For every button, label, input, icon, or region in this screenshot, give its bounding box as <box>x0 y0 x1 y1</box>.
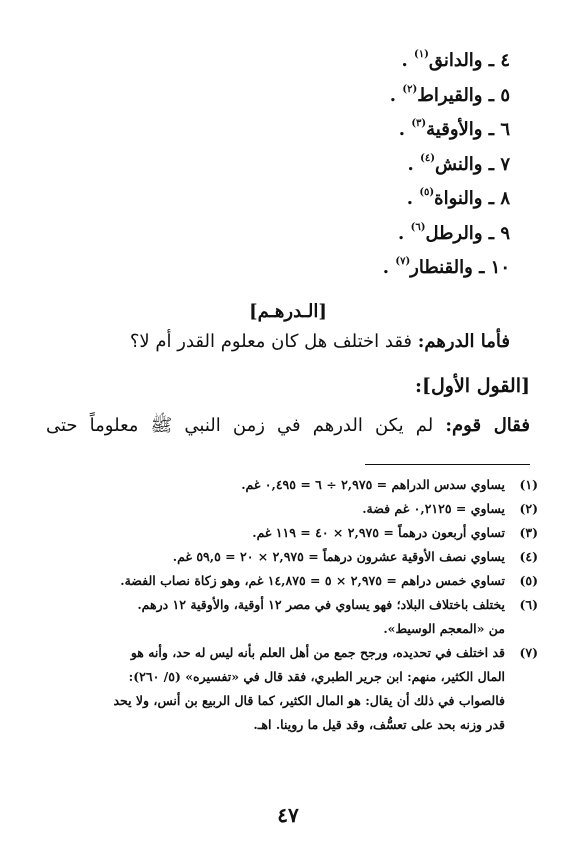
body-paragraph <box>46 414 530 440</box>
footnote-ref: (٤) <box>420 152 435 164</box>
footnote-text: يساوي = ٠,٢١٢٥ غم فضة. <box>362 501 505 516</box>
footnote-number: (١) <box>519 477 538 492</box>
subheading-first-opinion: [القول الأول]: <box>414 375 530 397</box>
list-item: ٧ ـ والنش$^{(٤)}$ . <box>407 152 510 175</box>
footnote-ref: (٧) <box>395 256 411 267</box>
list-item: ٩ ـ والرطل$^{(٦)}$ . <box>398 221 510 244</box>
footnote-text: قدر وزنه بحد على تعسُّف، وقد قيل ما روينا. اهـ. <box>253 717 505 732</box>
footnote-ref: (٦) <box>410 221 426 233</box>
footnote-text: يساوي سدس الدراهم = ٢,٩٧٥ ÷ ٦ = ٠,٤٩٥ غم. <box>241 477 505 492</box>
footnote-text: يساوي نصف الأوقية عشرون درهماً = ٢,٩٧٥ × ٢٠ = ٥٩,٥ غم. <box>172 549 505 564</box>
section-heading: [الـدرهـم] <box>249 301 327 322</box>
footnote-number: (٣) <box>519 525 538 540</box>
footnote-ref: (٢) <box>402 83 418 95</box>
footnotes <box>38 473 538 737</box>
footnote-number: (٢) <box>519 501 538 516</box>
units-list <box>210 40 510 282</box>
footnote-text: تساوي أربعون درهماً = ٢,٩٧٥ × ٤٠ = ١١٩ غم. <box>252 525 505 540</box>
footnote-ref: (٣) <box>411 118 427 129</box>
list-item: ٥ ـ والقيراط$^{(٢)}$ . <box>389 83 510 106</box>
paragraph-text: لم يكن الدرهم في زمن النبي ﷺ معلوماً حتى <box>46 415 434 436</box>
question-lead: فأما الدرهم: <box>417 331 510 352</box>
footnote-text: يختلف باختلاف البلاد؛ فهو يساوي في مصر ١٢ أوقية، والأوقية ١٢ درهم. <box>137 597 505 612</box>
page-number: ٤٧ <box>277 803 299 827</box>
list-item: ٤ ـ والدانق$^{(١)}$ . <box>401 49 510 71</box>
footnote <box>38 641 538 737</box>
question-text: فقد اختلف هل كان معلوم القدر أم لا؟ <box>129 331 413 352</box>
footnote <box>38 545 538 569</box>
footnote <box>38 497 538 521</box>
footnote-text: قد اختلف في تحديده، ورجح جمع من أهل العلم بأنه ليس له حد، وأنه هو <box>130 645 505 660</box>
paragraph-lead: فقال قوم: <box>445 415 530 436</box>
list-item: ١٠ ـ والقنطار$^{(٧)}$ . <box>382 256 510 278</box>
footnote-ref: (٥) <box>419 187 435 198</box>
footnote <box>38 521 538 545</box>
footnote-separator <box>365 464 530 465</box>
footnote-text: من «المعجم الوسيط». <box>383 621 505 636</box>
footnote <box>38 593 538 641</box>
footnote-number: (٧) <box>519 645 538 660</box>
footnote <box>38 473 538 497</box>
footnote-text: المال الكثير، منهم: ابن جرير الطبري، فقد قال في «تفسيره» (٥/ ٢٦٠): <box>128 669 505 684</box>
footnote-number: (٤) <box>519 549 538 564</box>
footnote-ref: (١) <box>414 49 429 60</box>
footnote-text: فالصواب في ذلك أن يقال: هو المال الكثير، كما قال الربيع بن أنس، ولا يحد <box>113 693 505 708</box>
list-item: ٦ ـ والأوقية$^{(٣)}$ . <box>398 118 510 140</box>
footnote-number: (٦) <box>519 597 538 612</box>
list-item: ٨ ـ والنواة$^{(٥)}$ . <box>406 187 510 209</box>
footnote-number: (٥) <box>519 573 538 588</box>
footnote <box>38 569 538 593</box>
question-line <box>130 331 510 352</box>
footnote-text: تساوي خمس دراهم = ٢,٩٧٥ × ٥ = ١٤,٨٧٥ غم، وهو زكاة نصاب الفضة. <box>120 573 505 588</box>
